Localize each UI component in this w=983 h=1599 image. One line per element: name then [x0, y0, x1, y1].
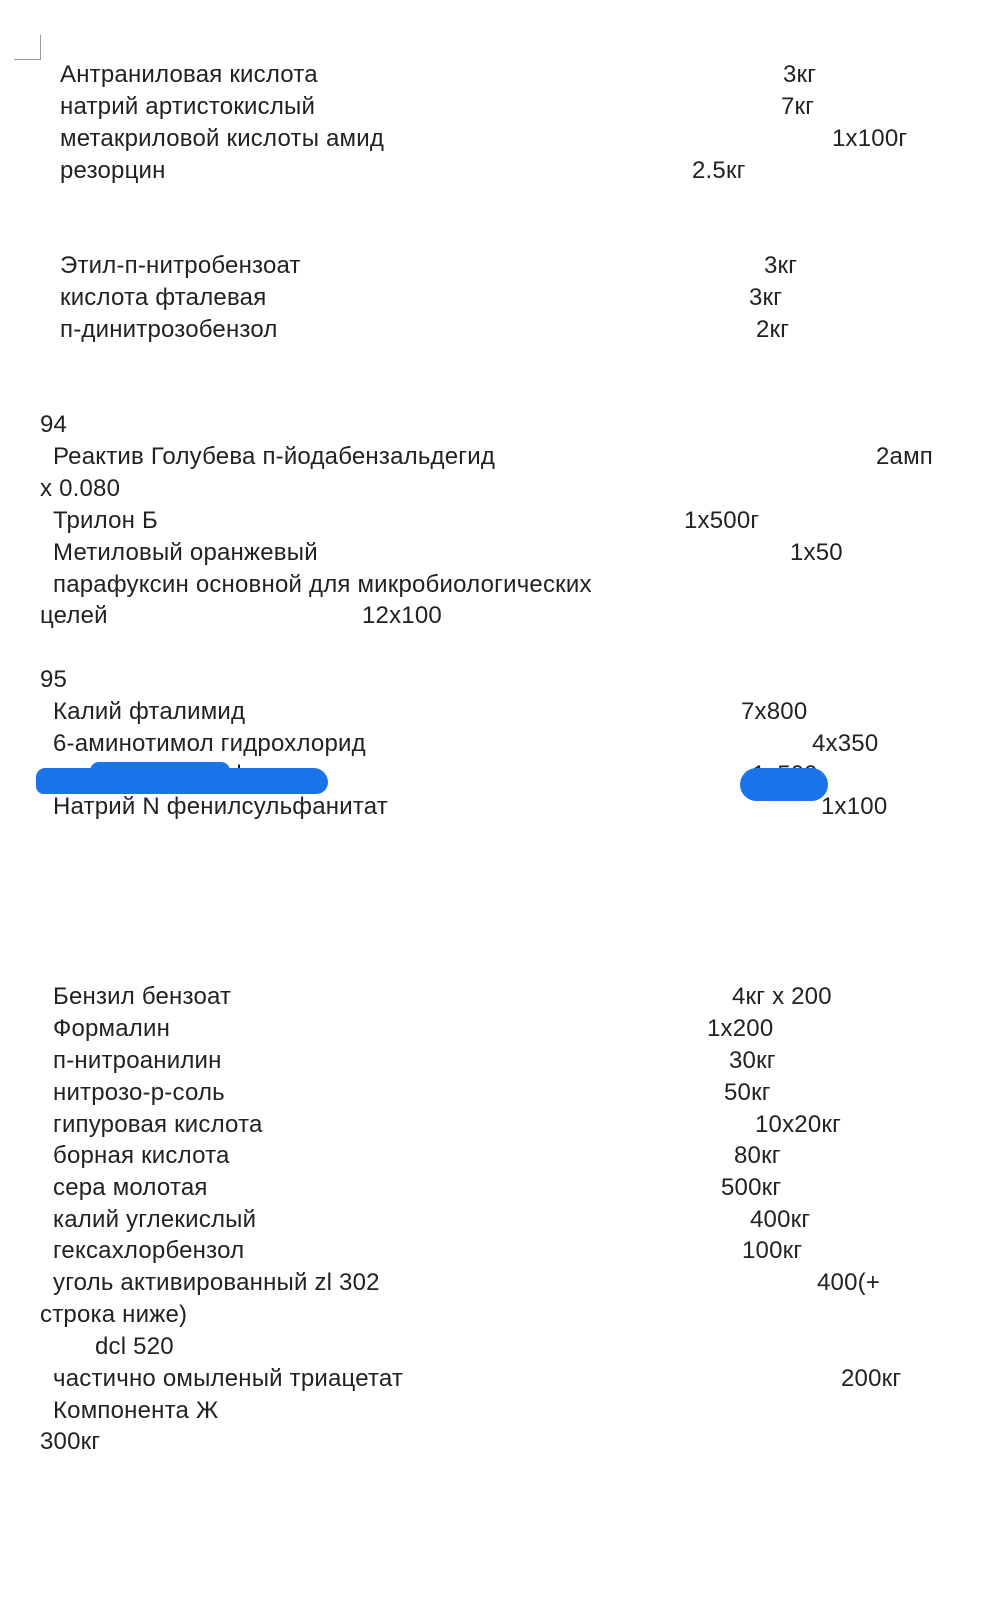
page-corner-mark-icon — [14, 35, 41, 60]
item-qty: 7кг — [781, 93, 815, 120]
item-name: Калий фталимид — [53, 698, 246, 725]
item-name: парафуксин основной для микробиологических — [53, 571, 592, 598]
item-qty: 200кг — [841, 1365, 902, 1392]
item-qty: 4х350 — [812, 730, 879, 757]
item-name: 6-аминотимол гидрохлорид — [53, 730, 366, 757]
item-qty: 300кг — [40, 1428, 101, 1455]
item-name: п-нитроанилин — [53, 1047, 222, 1074]
item-name: Натрий N фенилсульфанитат — [53, 793, 388, 820]
item-name: борная кислота — [53, 1142, 230, 1169]
item-name: резорцин — [60, 157, 166, 184]
item-name: Антраниловая кислота — [60, 61, 318, 88]
item-name: частично омыленый триацетат — [53, 1365, 404, 1392]
item-qty: 80кг — [734, 1142, 781, 1169]
item-name: гипуровая кислота — [53, 1111, 263, 1138]
item-qty: 400кг — [750, 1206, 811, 1233]
item-qty: 1х500г — [684, 507, 760, 534]
item-name: Этил-п-нитробензоат — [60, 252, 301, 279]
item-continuation: х 0.080 — [40, 475, 121, 502]
item-qty: 12х100 — [362, 602, 442, 629]
item-name: уголь активированный zl 302 — [53, 1269, 380, 1296]
item-name: Бензил бензоат — [53, 983, 232, 1010]
item-qty: 7х800 — [741, 698, 808, 725]
item-name: натрий артистокислый — [60, 93, 316, 120]
item-name: Формалин — [53, 1015, 171, 1042]
item-name: метакриловой кислоты амид — [60, 125, 385, 152]
item-name: Компонента Ж — [53, 1397, 219, 1424]
item-qty: 1х50 — [790, 539, 843, 566]
item-qty: 2кг — [756, 316, 790, 343]
item-qty: 3кг — [764, 252, 798, 279]
item-qty: 2амп — [876, 443, 933, 470]
item-qty: 100кг — [742, 1237, 803, 1264]
item-name: Трилон Б — [53, 507, 158, 534]
item-continuation: целей — [40, 602, 108, 629]
item-qty: 3кг — [749, 284, 783, 311]
item-qty: 3кг — [783, 61, 817, 88]
item-name: п-динитрозобензол — [60, 316, 278, 343]
item-qty: 1х100г — [832, 125, 908, 152]
item-name: кислота фталевая — [60, 284, 267, 311]
item-qty: 4кг х 200 — [732, 983, 832, 1010]
item-name: Реактив Голубева п-йодабензальдегид — [53, 443, 496, 470]
item-qty: 10х20кг — [755, 1111, 842, 1138]
item-qty: 2.5кг — [692, 157, 746, 184]
item-name: калий углекислый — [53, 1206, 257, 1233]
item-name: нитрозо-р-соль — [53, 1079, 225, 1106]
item-qty: 1х100 — [821, 793, 888, 820]
redaction-scribble — [740, 768, 828, 801]
item-continuation: строка ниже) — [40, 1301, 188, 1328]
item-qty: 1х200 — [707, 1015, 774, 1042]
item-qty: 30кг — [729, 1047, 776, 1074]
item-name: Метиловый оранжевый — [53, 539, 318, 566]
item-name: гексахлорбензол — [53, 1237, 245, 1264]
redaction-scribble — [90, 762, 230, 780]
item-qty: 400(+ — [817, 1269, 881, 1296]
item-qty: 50кг — [724, 1079, 771, 1106]
item-name: сера молотая — [53, 1174, 208, 1201]
section-number: 94 — [40, 411, 68, 438]
item-continuation: dcl 520 — [95, 1333, 174, 1360]
section-number: 95 — [40, 666, 68, 693]
item-qty: 500кг — [721, 1174, 782, 1201]
